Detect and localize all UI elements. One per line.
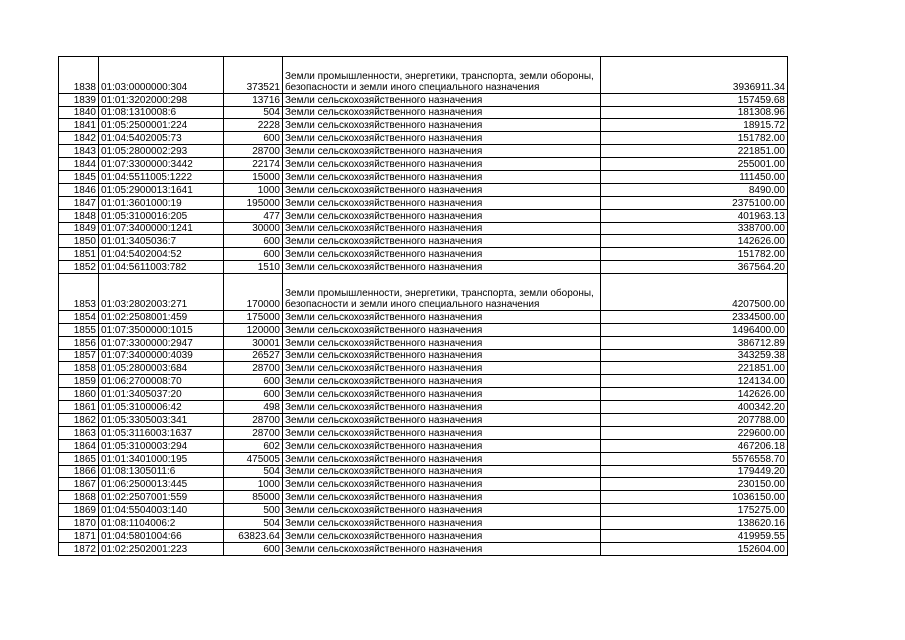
area-cell: 1510: [224, 261, 283, 274]
row-number-cell: 1843: [59, 145, 99, 158]
table-row: [59, 158, 788, 171]
table-row: [59, 248, 788, 261]
row-number-cell: 1842: [59, 132, 99, 145]
cadastral-value-cell: 2375100.00: [601, 196, 788, 209]
table-row: [59, 388, 788, 401]
land-category-cell: Земли сельскохозяйственного назначения: [283, 261, 601, 274]
land-category-cell: Земли сельскохозяйственного назначения: [283, 401, 601, 414]
table-row: [59, 517, 788, 530]
cadastral-number-cell: 01:01:3405036:7: [99, 235, 224, 248]
land-category-cell: Земли сельскохозяйственного назначения: [283, 491, 601, 504]
land-category-cell: Земли сельскохозяйственного назначения: [283, 504, 601, 517]
area-cell: 195000: [224, 196, 283, 209]
row-number-cell: 1856: [59, 336, 99, 349]
cadastral-value-cell: 343259.38: [601, 349, 788, 362]
table-row: [59, 529, 788, 542]
cadastral-value-cell: 142626.00: [601, 388, 788, 401]
area-cell: 600: [224, 132, 283, 145]
land-category-cell: Земли промышленности, энергетики, транспорта, земли обороны, безопасности и земли иного специального назначения: [283, 57, 601, 94]
land-category-cell: Земли сельскохозяйственного назначения: [283, 93, 601, 106]
cadastral-value-cell: 400342.20: [601, 401, 788, 414]
row-number-cell: 1862: [59, 413, 99, 426]
cadastral-number-cell: 01:08:1104006:2: [99, 517, 224, 530]
cadastral-number-cell: 01:02:2507001:559: [99, 491, 224, 504]
table-row: [59, 261, 788, 274]
cadastral-number-cell: 01:04:5402004:52: [99, 248, 224, 261]
land-category-cell: Земли сельскохозяйственного назначения: [283, 542, 601, 555]
area-cell: 477: [224, 209, 283, 222]
land-category-cell: Земли сельскохозяйственного назначения: [283, 349, 601, 362]
area-cell: 170000: [224, 274, 283, 311]
area-cell: 475005: [224, 452, 283, 465]
table-row: [59, 93, 788, 106]
cadastral-value-cell: 5576558.70: [601, 452, 788, 465]
table-row: [59, 183, 788, 196]
table-row: [59, 426, 788, 439]
cadastral-number-cell: 01:05:3116003:1637: [99, 426, 224, 439]
cadastral-number-cell: 01:05:2500001:224: [99, 119, 224, 132]
cadastral-value-cell: 3936911.34: [601, 57, 788, 94]
cadastral-number-cell: 01:04:5511005:1222: [99, 171, 224, 184]
row-number-cell: 1838: [59, 57, 99, 94]
cadastral-number-cell: 01:06:2700008:70: [99, 375, 224, 388]
row-number-cell: 1849: [59, 222, 99, 235]
cadastral-number-cell: 01:05:2900013:1641: [99, 183, 224, 196]
table-row: [59, 452, 788, 465]
table-row: [59, 145, 788, 158]
cadastral-number-cell: 01:05:3305003:341: [99, 413, 224, 426]
area-cell: 30000: [224, 222, 283, 235]
cadastral-number-cell: 01:03:2802003:271: [99, 274, 224, 311]
table-row: [59, 119, 788, 132]
row-number-cell: 1868: [59, 491, 99, 504]
cadastral-value-cell: 152604.00: [601, 542, 788, 555]
land-category-cell: Земли сельскохозяйственного назначения: [283, 119, 601, 132]
cadastral-number-cell: 01:05:3100016:205: [99, 209, 224, 222]
cadastral-number-cell: 01:01:3202000:298: [99, 93, 224, 106]
land-category-cell: Земли сельскохозяйственного назначения: [283, 183, 601, 196]
row-number-cell: 1870: [59, 517, 99, 530]
cadastral-number-cell: 01:07:3500000:1015: [99, 323, 224, 336]
cadastral-number-cell: 01:05:2800002:293: [99, 145, 224, 158]
row-number-cell: 1865: [59, 452, 99, 465]
area-cell: 1000: [224, 478, 283, 491]
land-category-cell: Земли сельскохозяйственного назначения: [283, 426, 601, 439]
land-category-cell: Земли сельскохозяйственного назначения: [283, 375, 601, 388]
area-cell: 15000: [224, 171, 283, 184]
area-cell: 175000: [224, 310, 283, 323]
land-category-cell: Земли промышленности, энергетики, транспорта, земли обороны, безопасности и земли иного специального назначения: [283, 274, 601, 311]
row-number-cell: 1863: [59, 426, 99, 439]
row-number-cell: 1857: [59, 349, 99, 362]
cadastral-value-cell: 151782.00: [601, 132, 788, 145]
row-number-cell: 1845: [59, 171, 99, 184]
row-number-cell: 1867: [59, 478, 99, 491]
area-cell: 600: [224, 235, 283, 248]
cadastral-value-cell: 367564.20: [601, 261, 788, 274]
land-category-cell: Земли сельскохозяйственного назначения: [283, 362, 601, 375]
cadastral-value-cell: 181308.96: [601, 106, 788, 119]
row-number-cell: 1840: [59, 106, 99, 119]
row-number-cell: 1869: [59, 504, 99, 517]
cadastral-number-cell: 01:01:3401000:195: [99, 452, 224, 465]
row-number-cell: 1861: [59, 401, 99, 414]
table-row: [59, 209, 788, 222]
cadastral-value-cell: 142626.00: [601, 235, 788, 248]
row-number-cell: 1871: [59, 529, 99, 542]
cadastral-value-cell: 1036150.00: [601, 491, 788, 504]
cadastral-value-cell: 124134.00: [601, 375, 788, 388]
row-number-cell: 1855: [59, 323, 99, 336]
row-number-cell: 1841: [59, 119, 99, 132]
cadastral-number-cell: 01:02:2508001:459: [99, 310, 224, 323]
cadastral-number-cell: 01:08:1310008:6: [99, 106, 224, 119]
cadastral-number-cell: 01:07:3300000:3442: [99, 158, 224, 171]
row-number-cell: 1858: [59, 362, 99, 375]
row-number-cell: 1866: [59, 465, 99, 478]
table-row: [59, 362, 788, 375]
area-cell: 500: [224, 504, 283, 517]
table-row: [59, 478, 788, 491]
area-cell: 504: [224, 465, 283, 478]
row-number-cell: 1872: [59, 542, 99, 555]
cadastral-value-cell: 221851.00: [601, 362, 788, 375]
cadastral-value-cell: 221851.00: [601, 145, 788, 158]
cadastral-number-cell: 01:08:1305011:6: [99, 465, 224, 478]
land-category-cell: Земли сельскохозяйственного назначения: [283, 171, 601, 184]
cadastral-number-cell: 01:01:3405037:20: [99, 388, 224, 401]
land-category-cell: Земли сельскохозяйственного назначения: [283, 158, 601, 171]
cadastral-number-cell: 01:03:0000000:304: [99, 57, 224, 94]
table-row: [59, 504, 788, 517]
area-cell: 504: [224, 106, 283, 119]
row-number-cell: 1864: [59, 439, 99, 452]
land-category-cell: Земли сельскохозяйственного назначения: [283, 235, 601, 248]
cadastral-number-cell: 01:02:2502001:223: [99, 542, 224, 555]
cadastral-number-cell: 01:07:3400000:4039: [99, 349, 224, 362]
area-cell: 28700: [224, 426, 283, 439]
land-category-cell: Земли сельскохозяйственного назначения: [283, 388, 601, 401]
land-category-cell: Земли сельскохозяйственного назначения: [283, 209, 601, 222]
cadastral-value-cell: 111450.00: [601, 171, 788, 184]
area-cell: 120000: [224, 323, 283, 336]
cadastral-value-cell: 401963.13: [601, 209, 788, 222]
cadastral-value-cell: 419959.55: [601, 529, 788, 542]
cadastral-value-cell: 151782.00: [601, 248, 788, 261]
area-cell: 600: [224, 248, 283, 261]
table-row: [59, 196, 788, 209]
table-row: [59, 401, 788, 414]
table-row: [59, 349, 788, 362]
area-cell: 22174: [224, 158, 283, 171]
cadastral-number-cell: 01:04:5611003:782: [99, 261, 224, 274]
area-cell: 28700: [224, 413, 283, 426]
cadastral-value-cell: 1496400.00: [601, 323, 788, 336]
area-cell: 600: [224, 388, 283, 401]
area-cell: 498: [224, 401, 283, 414]
table-row: [59, 439, 788, 452]
table-row: [59, 57, 788, 94]
area-cell: 13716: [224, 93, 283, 106]
table-row: [59, 222, 788, 235]
cadastral-number-cell: 01:05:3100003:294: [99, 439, 224, 452]
table-row: [59, 491, 788, 504]
table-row: [59, 235, 788, 248]
cadastral-value-cell: 386712.89: [601, 336, 788, 349]
area-cell: 1000: [224, 183, 283, 196]
area-cell: 504: [224, 517, 283, 530]
cadastral-number-cell: 01:07:3300000:2947: [99, 336, 224, 349]
land-category-cell: Земли сельскохозяйственного назначения: [283, 478, 601, 491]
table-row: [59, 274, 788, 311]
land-category-cell: Земли сельскохозяйственного назначения: [283, 323, 601, 336]
row-number-cell: 1860: [59, 388, 99, 401]
area-cell: 600: [224, 375, 283, 388]
table-row: [59, 132, 788, 145]
cadastral-value-cell: 2334500.00: [601, 310, 788, 323]
cadastral-number-cell: 01:01:3601000:19: [99, 196, 224, 209]
land-category-cell: Земли сельскохозяйственного назначения: [283, 248, 601, 261]
land-category-cell: Земли сельскохозяйственного назначения: [283, 222, 601, 235]
row-number-cell: 1847: [59, 196, 99, 209]
row-number-cell: 1852: [59, 261, 99, 274]
table-row: [59, 323, 788, 336]
cadastral-value-cell: 230150.00: [601, 478, 788, 491]
cadastral-value-cell: 18915.72: [601, 119, 788, 132]
row-number-cell: 1844: [59, 158, 99, 171]
cadastral-number-cell: 01:04:5402005:73: [99, 132, 224, 145]
area-cell: 602: [224, 439, 283, 452]
row-number-cell: 1859: [59, 375, 99, 388]
cadastral-value-cell: 179449.20: [601, 465, 788, 478]
area-cell: 30001: [224, 336, 283, 349]
land-category-cell: Земли сельскохозяйственного назначения: [283, 196, 601, 209]
area-cell: 600: [224, 542, 283, 555]
area-cell: 85000: [224, 491, 283, 504]
land-category-cell: Земли сельскохозяйственного назначения: [283, 439, 601, 452]
table-body: [59, 57, 788, 556]
table-row: [59, 171, 788, 184]
row-number-cell: 1839: [59, 93, 99, 106]
cadastral-number-cell: 01:06:2500013:445: [99, 478, 224, 491]
land-category-cell: Земли сельскохозяйственного назначения: [283, 106, 601, 119]
land-category-cell: Земли сельскохозяйственного назначения: [283, 336, 601, 349]
area-cell: 2228: [224, 119, 283, 132]
area-cell: 63823.64: [224, 529, 283, 542]
cadastral-number-cell: 01:07:3400000:1241: [99, 222, 224, 235]
table-row: [59, 336, 788, 349]
land-category-cell: Земли сельскохозяйственного назначения: [283, 452, 601, 465]
row-number-cell: 1850: [59, 235, 99, 248]
cadastral-number-cell: 01:04:5504003:140: [99, 504, 224, 517]
area-cell: 26527: [224, 349, 283, 362]
cadastral-value-cell: 467206.18: [601, 439, 788, 452]
table-row: [59, 413, 788, 426]
land-plots-table: [58, 56, 788, 556]
cadastral-value-cell: 338700.00: [601, 222, 788, 235]
table-row: [59, 375, 788, 388]
row-number-cell: 1854: [59, 310, 99, 323]
area-cell: 28700: [224, 145, 283, 158]
cadastral-number-cell: 01:05:3100006:42: [99, 401, 224, 414]
cadastral-value-cell: 8490.00: [601, 183, 788, 196]
row-number-cell: 1853: [59, 274, 99, 311]
land-category-cell: Земли сельскохозяйственного назначения: [283, 132, 601, 145]
cadastral-value-cell: 207788.00: [601, 413, 788, 426]
row-number-cell: 1851: [59, 248, 99, 261]
table-row: [59, 542, 788, 555]
area-cell: 28700: [224, 362, 283, 375]
cadastral-value-cell: 157459.68: [601, 93, 788, 106]
cadastral-value-cell: 255001.00: [601, 158, 788, 171]
cadastral-value-cell: 138620.16: [601, 517, 788, 530]
row-number-cell: 1846: [59, 183, 99, 196]
table-row: [59, 106, 788, 119]
row-number-cell: 1848: [59, 209, 99, 222]
cadastral-number-cell: 01:04:5801004:66: [99, 529, 224, 542]
cadastral-value-cell: 4207500.00: [601, 274, 788, 311]
land-category-cell: Земли сельскохозяйственного назначения: [283, 529, 601, 542]
cadastral-value-cell: 229600.00: [601, 426, 788, 439]
area-cell: 373521: [224, 57, 283, 94]
land-category-cell: Земли сельскохозяйственного назначения: [283, 145, 601, 158]
land-category-cell: Земли сельскохозяйственного назначения: [283, 310, 601, 323]
cadastral-value-cell: 175275.00: [601, 504, 788, 517]
table-row: [59, 310, 788, 323]
land-category-cell: Земли сельскохозяйственного назначения: [283, 517, 601, 530]
cadastral-number-cell: 01:05:2800003:684: [99, 362, 224, 375]
table-row: [59, 465, 788, 478]
land-category-cell: Земли сельскохозяйственного назначения: [283, 413, 601, 426]
land-category-cell: Земли сельскохозяйственного назначения: [283, 465, 601, 478]
